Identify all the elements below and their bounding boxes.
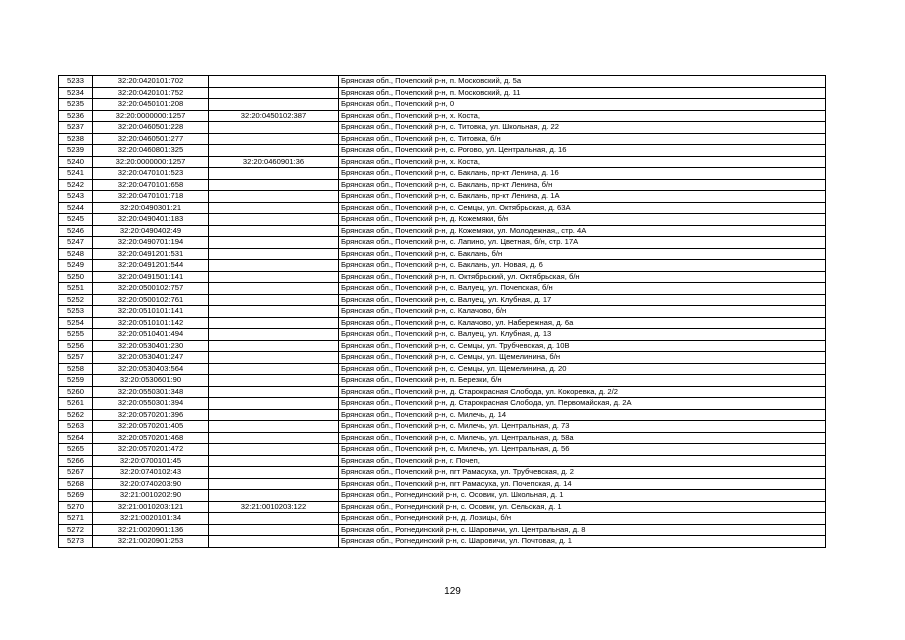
address-cell: Брянская обл., Почепский р-н, г. Почеп,	[339, 455, 826, 467]
table-row	[59, 76, 826, 88]
row-number-cell: 5245	[59, 214, 93, 226]
address-cell: Брянская обл., Рогнединский р-н, с. Шаровичи, ул. Почтовая, д. 1	[339, 536, 826, 548]
row-number-cell: 5257	[59, 352, 93, 364]
address-cell: Брянская обл., Почепский р-н, х. Коста,	[339, 110, 826, 122]
address-cell: Брянская обл., Почепский р-н, с. Семцы, ул. Октябрьская, д. 63А	[339, 202, 826, 214]
table-row	[59, 225, 826, 237]
row-number-cell: 5239	[59, 145, 93, 157]
row-number-cell: 5268	[59, 478, 93, 490]
address-cell: Брянская обл., Рогнединский р-н, д. Лозицы, б/н	[339, 513, 826, 525]
cadastral-number-cell: 32:20:0491501:141	[93, 271, 209, 283]
row-number-cell: 5264	[59, 432, 93, 444]
address-cell: Брянская обл., Почепский р-н, с. Семцы, ул. Щемелинина, б/н	[339, 352, 826, 364]
row-number-cell: 5244	[59, 202, 93, 214]
linked-cadastral-number-cell: 32:21:0010203:122	[209, 501, 339, 513]
linked-cadastral-number-cell	[209, 237, 339, 249]
linked-cadastral-number-cell	[209, 375, 339, 387]
address-cell: Брянская обл., Почепский р-н, с. Милечь, ул. Центральная, д. 58а	[339, 432, 826, 444]
cadastral-number-cell: 32:20:0530403:564	[93, 363, 209, 375]
cadastral-number-cell: 32:20:0470101:718	[93, 191, 209, 203]
address-cell: Брянская обл., Почепский р-н, с. Титовка, ул. Школьная, д. 22	[339, 122, 826, 134]
linked-cadastral-number-cell	[209, 329, 339, 341]
address-cell: Брянская обл., Рогнединский р-н, с. Осовик, ул. Сельская, д. 1	[339, 501, 826, 513]
address-cell: Брянская обл., Почепский р-н, с. Лапино, ул. Цветная, б/н, стр. 17А	[339, 237, 826, 249]
address-cell: Брянская обл., Почепский р-н, п. Октябрьский, ул. Октябрьская, б/н	[339, 271, 826, 283]
table-row	[59, 87, 826, 99]
row-number-cell: 5233	[59, 76, 93, 88]
linked-cadastral-number-cell	[209, 225, 339, 237]
cadastral-number-cell: 32:20:0570201:405	[93, 421, 209, 433]
table-row	[59, 363, 826, 375]
linked-cadastral-number-cell	[209, 352, 339, 364]
linked-cadastral-number-cell	[209, 294, 339, 306]
linked-cadastral-number-cell: 32:20:0460901:36	[209, 156, 339, 168]
address-cell: Брянская обл., Рогнединский р-н, с. Осовик, ул. Школьная, д. 1	[339, 490, 826, 502]
cadastral-number-cell: 32:20:0490401:183	[93, 214, 209, 226]
cadastral-number-cell: 32:20:0570201:472	[93, 444, 209, 456]
row-number-cell: 5260	[59, 386, 93, 398]
table-row	[59, 156, 826, 168]
table-row	[59, 455, 826, 467]
linked-cadastral-number-cell	[209, 191, 339, 203]
cadastral-number-cell: 32:20:0490701:194	[93, 237, 209, 249]
address-cell: Брянская обл., Почепский р-н, с. Семцы, ул. Щемелинина, д. 20	[339, 363, 826, 375]
cadastral-number-cell: 32:20:0470101:523	[93, 168, 209, 180]
linked-cadastral-number-cell	[209, 133, 339, 145]
linked-cadastral-number-cell	[209, 421, 339, 433]
linked-cadastral-number-cell	[209, 432, 339, 444]
cadastral-number-cell: 32:20:0450101:208	[93, 99, 209, 111]
address-cell: Брянская обл., Почепский р-н, д. Кожемяки, ул. Молодежная,, стр. 4А	[339, 225, 826, 237]
cadastral-number-cell: 32:20:0420101:702	[93, 76, 209, 88]
row-number-cell: 5247	[59, 237, 93, 249]
linked-cadastral-number-cell	[209, 409, 339, 421]
cadastral-number-cell: 32:20:0550301:348	[93, 386, 209, 398]
cadastral-number-cell: 32:20:0510101:141	[93, 306, 209, 318]
linked-cadastral-number-cell	[209, 179, 339, 191]
table-row	[59, 386, 826, 398]
row-number-cell: 5265	[59, 444, 93, 456]
table-row	[59, 317, 826, 329]
address-cell: Брянская обл., Почепский р-н, с. Валуец, ул. Почепская, б/н	[339, 283, 826, 295]
table-row	[59, 110, 826, 122]
cadastral-number-cell: 32:20:0490402:49	[93, 225, 209, 237]
linked-cadastral-number-cell	[209, 490, 339, 502]
linked-cadastral-number-cell	[209, 283, 339, 295]
linked-cadastral-number-cell	[209, 478, 339, 490]
linked-cadastral-number-cell: 32:20:0450102:387	[209, 110, 339, 122]
row-number-cell: 5235	[59, 99, 93, 111]
linked-cadastral-number-cell	[209, 202, 339, 214]
cadastral-number-cell: 32:20:0000000:1257	[93, 156, 209, 168]
linked-cadastral-number-cell	[209, 87, 339, 99]
linked-cadastral-number-cell	[209, 467, 339, 479]
linked-cadastral-number-cell	[209, 248, 339, 260]
address-cell: Брянская обл., Почепский р-н, д. Старокрасная Слобода, ул. Кокоревка, д. 2/2	[339, 386, 826, 398]
linked-cadastral-number-cell	[209, 168, 339, 180]
table-row	[59, 409, 826, 421]
cadastral-number-cell: 32:20:0510401:494	[93, 329, 209, 341]
row-number-cell: 5263	[59, 421, 93, 433]
row-number-cell: 5271	[59, 513, 93, 525]
page-number: 129	[444, 586, 461, 597]
address-cell: Брянская обл., Почепский р-н, пгт Рамасуха, ул. Почепская, д. 14	[339, 478, 826, 490]
linked-cadastral-number-cell	[209, 99, 339, 111]
linked-cadastral-number-cell	[209, 214, 339, 226]
cadastral-number-cell: 32:20:0530601:90	[93, 375, 209, 387]
address-cell: Брянская обл., Почепский р-н, с. Милечь, д. 14	[339, 409, 826, 421]
address-cell: Брянская обл., Почепский р-н, п. Московский, д. 11	[339, 87, 826, 99]
address-cell: Брянская обл., Почепский р-н, с. Рогово, ул. Центральная, д. 16	[339, 145, 826, 157]
row-number-cell: 5256	[59, 340, 93, 352]
cadastral-number-cell: 32:20:0491201:531	[93, 248, 209, 260]
linked-cadastral-number-cell	[209, 536, 339, 548]
table-row	[59, 260, 826, 272]
row-number-cell: 5250	[59, 271, 93, 283]
row-number-cell: 5238	[59, 133, 93, 145]
table-row	[59, 248, 826, 260]
address-cell: Брянская обл., Почепский р-н, с. Семцы, ул. Трубчевская, д. 10В	[339, 340, 826, 352]
table-row	[59, 375, 826, 387]
cadastral-number-cell: 32:20:0700101:45	[93, 455, 209, 467]
address-cell: Брянская обл., Почепский р-н, с. Титовка, б/н	[339, 133, 826, 145]
row-number-cell: 5254	[59, 317, 93, 329]
cadastral-number-cell: 32:20:0740102:43	[93, 467, 209, 479]
address-cell: Брянская обл., Почепский р-н, с. Баклань, пр-кт Ленина, д. 1А	[339, 191, 826, 203]
linked-cadastral-number-cell	[209, 444, 339, 456]
row-number-cell: 5251	[59, 283, 93, 295]
cadastral-number-cell: 32:21:0020901:136	[93, 524, 209, 536]
cadastral-number-cell: 32:20:0530401:230	[93, 340, 209, 352]
table-row	[59, 168, 826, 180]
row-number-cell: 5241	[59, 168, 93, 180]
cadastral-number-cell: 32:20:0500102:757	[93, 283, 209, 295]
linked-cadastral-number-cell	[209, 260, 339, 272]
linked-cadastral-number-cell	[209, 122, 339, 134]
linked-cadastral-number-cell	[209, 76, 339, 88]
address-cell: Брянская обл., Почепский р-н, пгт Рамасуха, ул. Трубчевская, д. 2	[339, 467, 826, 479]
linked-cadastral-number-cell	[209, 317, 339, 329]
cadastral-table	[58, 75, 826, 548]
linked-cadastral-number-cell	[209, 524, 339, 536]
table-row	[59, 490, 826, 502]
table-row	[59, 179, 826, 191]
linked-cadastral-number-cell	[209, 386, 339, 398]
address-cell: Брянская обл., Почепский р-н, с. Баклань, пр-кт Ленина, б/н	[339, 179, 826, 191]
row-number-cell: 5253	[59, 306, 93, 318]
row-number-cell: 5261	[59, 398, 93, 410]
cadastral-number-cell: 32:20:0491201:544	[93, 260, 209, 272]
cadastral-number-cell: 32:20:0420101:752	[93, 87, 209, 99]
cadastral-number-cell: 32:20:0490301:21	[93, 202, 209, 214]
cadastral-number-cell: 32:20:0530401:247	[93, 352, 209, 364]
address-cell: Брянская обл., Почепский р-н, с. Калачово, б/н	[339, 306, 826, 318]
address-cell: Брянская обл., Почепский р-н, с. Милечь, ул. Центральная, д. 73	[339, 421, 826, 433]
address-cell: Брянская обл., Почепский р-н, х. Коста,	[339, 156, 826, 168]
cadastral-number-cell: 32:21:0020101:34	[93, 513, 209, 525]
row-number-cell: 5262	[59, 409, 93, 421]
row-number-cell: 5252	[59, 294, 93, 306]
cadastral-number-cell: 32:21:0010202:90	[93, 490, 209, 502]
row-number-cell: 5249	[59, 260, 93, 272]
table-row	[59, 513, 826, 525]
row-number-cell: 5243	[59, 191, 93, 203]
cadastral-number-cell: 32:20:0460501:277	[93, 133, 209, 145]
table-row	[59, 191, 826, 203]
address-cell: Брянская обл., Почепский р-н, с. Баклань, ул. Новая, д. 6	[339, 260, 826, 272]
cadastral-number-cell: 32:21:0020901:253	[93, 536, 209, 548]
table-row	[59, 283, 826, 295]
table-row	[59, 340, 826, 352]
table-row	[59, 329, 826, 341]
row-number-cell: 5248	[59, 248, 93, 260]
table-row	[59, 145, 826, 157]
linked-cadastral-number-cell	[209, 455, 339, 467]
cadastral-number-cell: 32:20:0740203:90	[93, 478, 209, 490]
address-cell: Брянская обл., Почепский р-н, с. Валуец, ул. Клубная, д. 17	[339, 294, 826, 306]
row-number-cell: 5237	[59, 122, 93, 134]
row-number-cell: 5270	[59, 501, 93, 513]
table-row	[59, 122, 826, 134]
table-row	[59, 501, 826, 513]
row-number-cell: 5258	[59, 363, 93, 375]
row-number-cell: 5273	[59, 536, 93, 548]
row-number-cell: 5242	[59, 179, 93, 191]
table-row	[59, 524, 826, 536]
cadastral-number-cell: 32:20:0470101:658	[93, 179, 209, 191]
address-cell: Брянская обл., Почепский р-н, п. Московский, д. 5а	[339, 76, 826, 88]
cadastral-number-cell: 32:20:0000000:1257	[93, 110, 209, 122]
row-number-cell: 5272	[59, 524, 93, 536]
address-cell: Брянская обл., Почепский р-н, с. Калачово, ул. Набережная, д. 6а	[339, 317, 826, 329]
cadastral-number-cell: 32:21:0010203:121	[93, 501, 209, 513]
linked-cadastral-number-cell	[209, 340, 339, 352]
table-row	[59, 467, 826, 479]
row-number-cell: 5255	[59, 329, 93, 341]
table-row	[59, 214, 826, 226]
row-number-cell: 5240	[59, 156, 93, 168]
address-cell: Брянская обл., Почепский р-н, д. Кожемяки, б/н	[339, 214, 826, 226]
address-cell: Брянская обл., Рогнединский р-н, с. Шаровичи, ул. Центральная, д. 8	[339, 524, 826, 536]
table-row	[59, 444, 826, 456]
address-cell: Брянская обл., Почепский р-н, 0	[339, 99, 826, 111]
linked-cadastral-number-cell	[209, 271, 339, 283]
row-number-cell: 5259	[59, 375, 93, 387]
table-row	[59, 271, 826, 283]
linked-cadastral-number-cell	[209, 363, 339, 375]
row-number-cell: 5246	[59, 225, 93, 237]
address-cell: Брянская обл., Почепский р-н, д. Старокрасная Слобода, ул. Первомайская, д. 2А	[339, 398, 826, 410]
address-cell: Брянская обл., Почепский р-н, с. Баклань, пр-кт Ленина, д. 16	[339, 168, 826, 180]
cadastral-number-cell: 32:20:0460501:228	[93, 122, 209, 134]
row-number-cell: 5267	[59, 467, 93, 479]
table-row	[59, 306, 826, 318]
linked-cadastral-number-cell	[209, 513, 339, 525]
row-number-cell: 5266	[59, 455, 93, 467]
table-row	[59, 421, 826, 433]
table-row	[59, 536, 826, 548]
table-row	[59, 432, 826, 444]
address-cell: Брянская обл., Почепский р-н, с. Милечь, ул. Центральная, д. 56	[339, 444, 826, 456]
linked-cadastral-number-cell	[209, 145, 339, 157]
row-number-cell: 5234	[59, 87, 93, 99]
table-row	[59, 352, 826, 364]
cadastral-number-cell: 32:20:0460801:325	[93, 145, 209, 157]
cadastral-number-cell: 32:20:0570201:396	[93, 409, 209, 421]
address-cell: Брянская обл., Почепский р-н, с. Баклань, б/н	[339, 248, 826, 260]
row-number-cell: 5236	[59, 110, 93, 122]
address-cell: Брянская обл., Почепский р-н, с. Валуец, ул. Клубная, д. 13	[339, 329, 826, 341]
address-cell: Брянская обл., Почепский р-н, п. Березки, б/н	[339, 375, 826, 387]
linked-cadastral-number-cell	[209, 306, 339, 318]
table-row	[59, 99, 826, 111]
table-row	[59, 294, 826, 306]
table-row	[59, 133, 826, 145]
cadastral-number-cell: 32:20:0570201:468	[93, 432, 209, 444]
table-row	[59, 237, 826, 249]
cadastral-number-cell: 32:20:0510101:142	[93, 317, 209, 329]
linked-cadastral-number-cell	[209, 398, 339, 410]
table-row	[59, 202, 826, 214]
table-row	[59, 398, 826, 410]
cadastral-number-cell: 32:20:0500102:761	[93, 294, 209, 306]
row-number-cell: 5269	[59, 490, 93, 502]
cadastral-number-cell: 32:20:0550301:394	[93, 398, 209, 410]
table-row	[59, 478, 826, 490]
